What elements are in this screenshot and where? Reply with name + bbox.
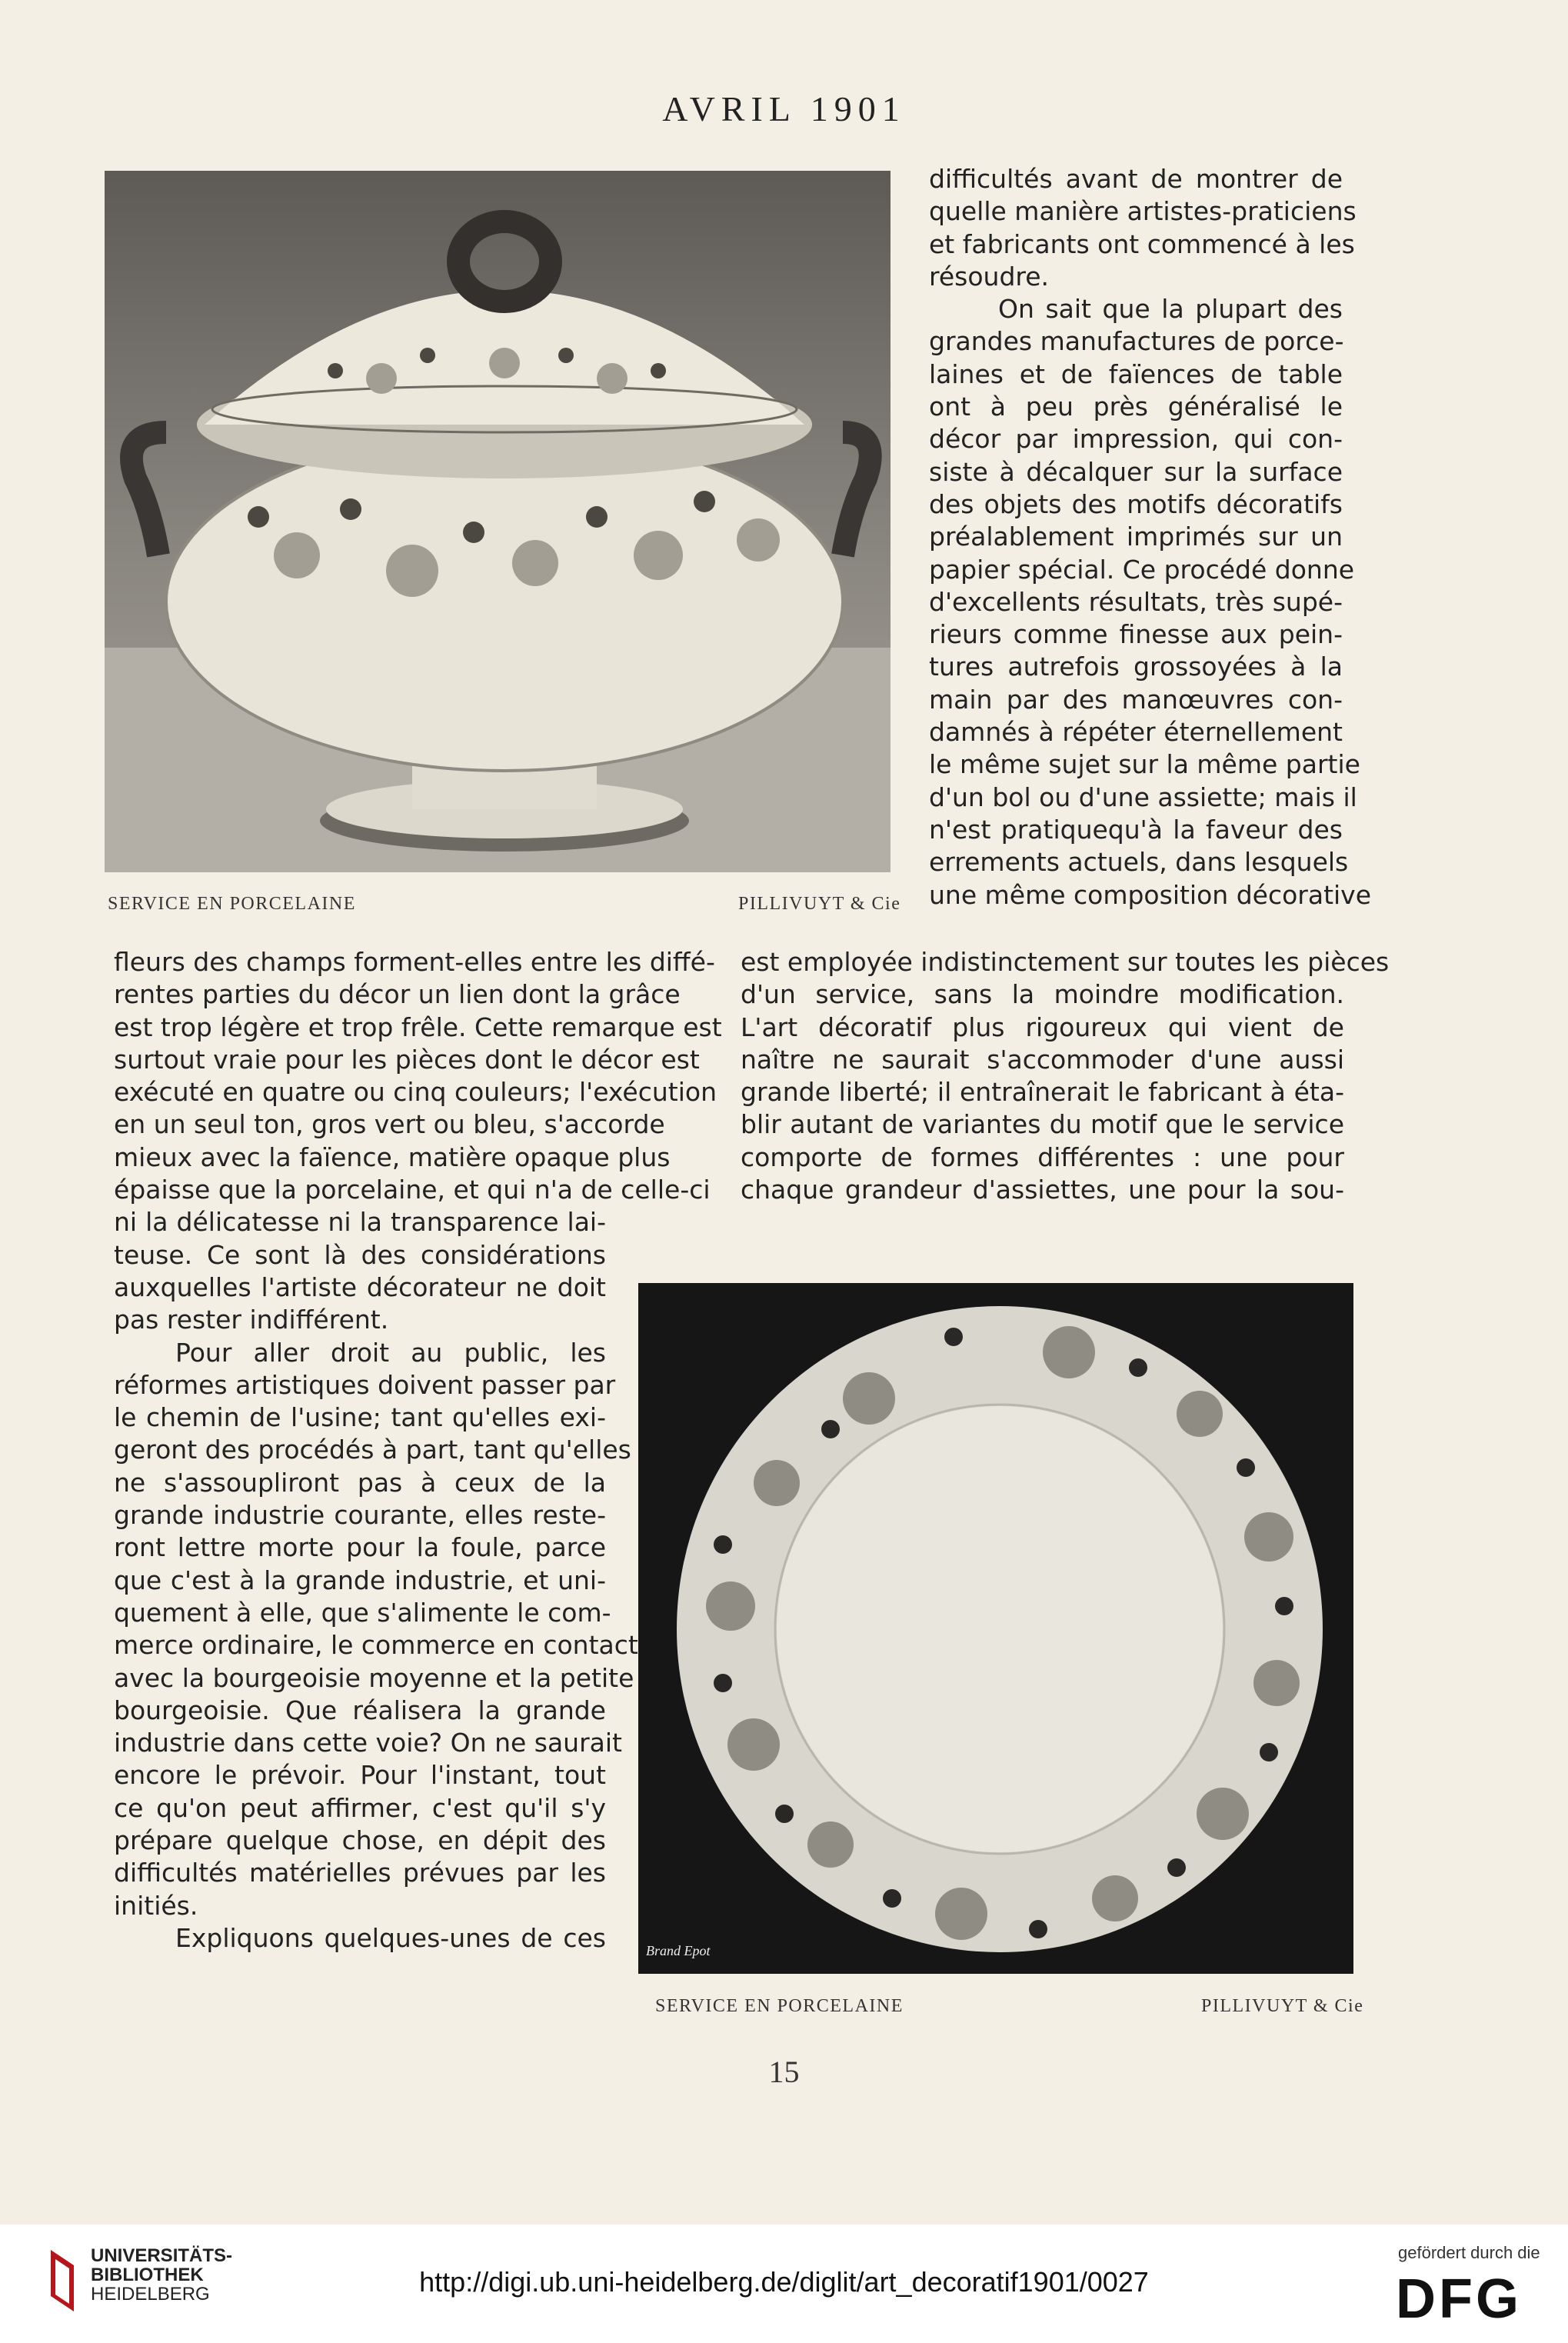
tureen-illustration: [105, 171, 891, 872]
funding-label: gefördert durch die: [1398, 2243, 1540, 2262]
text-line: papier spécial. Ce procédé donne: [929, 554, 1355, 585]
text-line: blir autant de variantes du motif que le service: [741, 1109, 1344, 1140]
text-line: grandes manufactures de porce-: [929, 326, 1344, 357]
text-line: teuse. Ce sont là des considérations: [114, 1239, 606, 1270]
tureen-photo: [105, 171, 891, 872]
text-line: ni la délicatesse ni la transparence lai-: [114, 1207, 606, 1238]
text-line: Pour aller droit au public, les: [175, 1337, 606, 1368]
text-line: fleurs des champs forment-elles entre les diffé-: [114, 947, 715, 977]
text-line: préalablement imprimés sur un: [929, 522, 1343, 552]
text-line: mieux avec la faïence, matière opaque plus: [114, 1142, 671, 1172]
text-line: réformes artistiques doivent passer par: [114, 1369, 616, 1400]
figure-1-caption-left: SERVICE EN PORCELAINE: [108, 894, 356, 914]
text-line: d'un bol ou d'une assiette; mais il: [929, 782, 1357, 812]
page-number: 15: [768, 2055, 800, 2089]
text-line: initiés.: [114, 1890, 198, 1921]
text-line: le même sujet sur la même partie: [929, 749, 1360, 780]
text-line: comporte de formes différentes : une pour: [741, 1142, 1344, 1172]
text-line: damnés à répéter éternellement: [929, 717, 1343, 748]
text-line: encore le prévoir. Pour l'instant, tout: [114, 1760, 606, 1791]
text-line: en un seul ton, gros vert ou bleu, s'accorde: [114, 1109, 665, 1140]
figure-1-caption-right: PILLIVUYT & Cie: [738, 894, 901, 914]
source-url[interactable]: http://digi.ub.uni-heidelberg.de/diglit/art_decoratif1901/0027: [419, 2266, 1149, 2298]
plate-signature: Brand Epot: [646, 1943, 711, 1958]
library-name-line: BIBLIOTHEK: [91, 2265, 204, 2285]
plate-photo: [638, 1283, 1353, 1974]
figure-2-caption-right: PILLIVUYT & Cie: [1201, 1996, 1364, 2016]
text-line: auxquelles l'artiste décorateur ne doit: [114, 1271, 606, 1302]
text-line: quement à elle, que s'alimente le com-: [114, 1597, 611, 1628]
text-line: une même composition décorative: [929, 879, 1372, 910]
text-line: ce qu'on peut affirmer, c'est qu'il s'y: [114, 1792, 606, 1823]
running-title: AVRIL 1901: [662, 89, 906, 128]
text-line: pas rester indifférent.: [114, 1305, 389, 1335]
text-line: chaque grandeur d'assiettes, une pour la sou-: [741, 1175, 1344, 1205]
text-line: est employée indistinctement sur toutes les pièces: [741, 947, 1390, 977]
text-line: des objets des motifs décoratifs: [929, 488, 1343, 519]
text-line: prépare quelque chose, en dépit des: [114, 1825, 606, 1856]
text-line: résoudre.: [929, 261, 1050, 292]
right-top-column: [929, 163, 1372, 912]
text-line: ront lettre morte pour la foule, parce: [114, 1532, 606, 1563]
plate-illustration: [638, 1283, 1353, 1974]
text-line: bourgeoisie. Que réalisera la grande: [114, 1695, 606, 1725]
text-line: naître ne saurait s'accommoder d'une aussi: [741, 1044, 1344, 1075]
text-line: que c'est à la grande industrie, et uni-: [114, 1565, 606, 1595]
text-line: rieurs comme finesse aux pein-: [929, 619, 1343, 650]
text-line: ont à peu près généralisé le: [929, 392, 1343, 422]
figure-2-caption-left: SERVICE EN PORCELAINE: [655, 1996, 904, 2016]
text-line: quelle manière artistes-praticiens: [929, 196, 1357, 227]
text-line: d'un service, sans la moindre modification.: [741, 979, 1344, 1010]
text-line: est trop légère et trop frêle. Cette remarque est: [114, 1012, 722, 1042]
text-line: ne s'assoupliront pas à ceux de la: [114, 1467, 606, 1498]
text-line: main par des manœuvres con-: [929, 684, 1343, 715]
text-line: Expliquons quelques-unes de ces: [175, 1922, 606, 1953]
text-line: surtout vraie pour les pièces dont le décor est: [114, 1044, 700, 1075]
text-line: grande liberté; il entraînerait le fabricant à éta-: [741, 1077, 1344, 1108]
text-line: épaisse que la porcelaine, et qui n'a de celle-ci: [114, 1175, 711, 1205]
text-line: exécuté en quatre ou cinq couleurs; l'exécution: [114, 1077, 717, 1108]
text-line: difficultés matérielles prévues par les: [114, 1858, 606, 1888]
text-line: tures autrefois grossoyées à la: [929, 652, 1343, 682]
text-line: industrie dans cette voie? On ne saurait: [114, 1728, 622, 1758]
text-line: n'est pratiquequ'à la faveur des: [929, 814, 1343, 845]
text-line: difficultés avant de montrer de: [929, 164, 1343, 194]
text-line: et fabricants ont commencé à les: [929, 228, 1355, 259]
text-line: le chemin de l'usine; tant qu'elles exi-: [114, 1402, 606, 1433]
dfg-logo: DFG: [1396, 2268, 1522, 2330]
text-line: errements actuels, dans lesquels: [929, 847, 1349, 878]
text-line: merce ordinaire, le commerce en contact: [114, 1630, 638, 1661]
library-name-line: UNIVERSITÄTS-: [91, 2245, 233, 2266]
text-line: On sait que la plupart des: [998, 294, 1343, 325]
library-name-line: HEIDELBERG: [91, 2284, 210, 2305]
text-line: siste à décalquer sur la surface: [929, 456, 1343, 487]
text-line: avec la bourgeoisie moyenne et la petite: [114, 1662, 634, 1693]
text-line: d'excellents résultats, très supé-: [929, 586, 1343, 617]
text-line: rentes parties du décor un lien dont la grâce: [114, 979, 681, 1010]
text-line: geront des procédés à part, tant qu'elles: [114, 1435, 631, 1465]
text-line: grande industrie courante, elles reste-: [114, 1500, 606, 1531]
text-line: L'art décoratif plus rigoureux qui vient de: [741, 1012, 1344, 1042]
right-column: [741, 946, 1390, 1206]
text-line: décor par impression, qui con-: [929, 424, 1343, 455]
text-line: laines et de faïences de table: [929, 358, 1343, 389]
